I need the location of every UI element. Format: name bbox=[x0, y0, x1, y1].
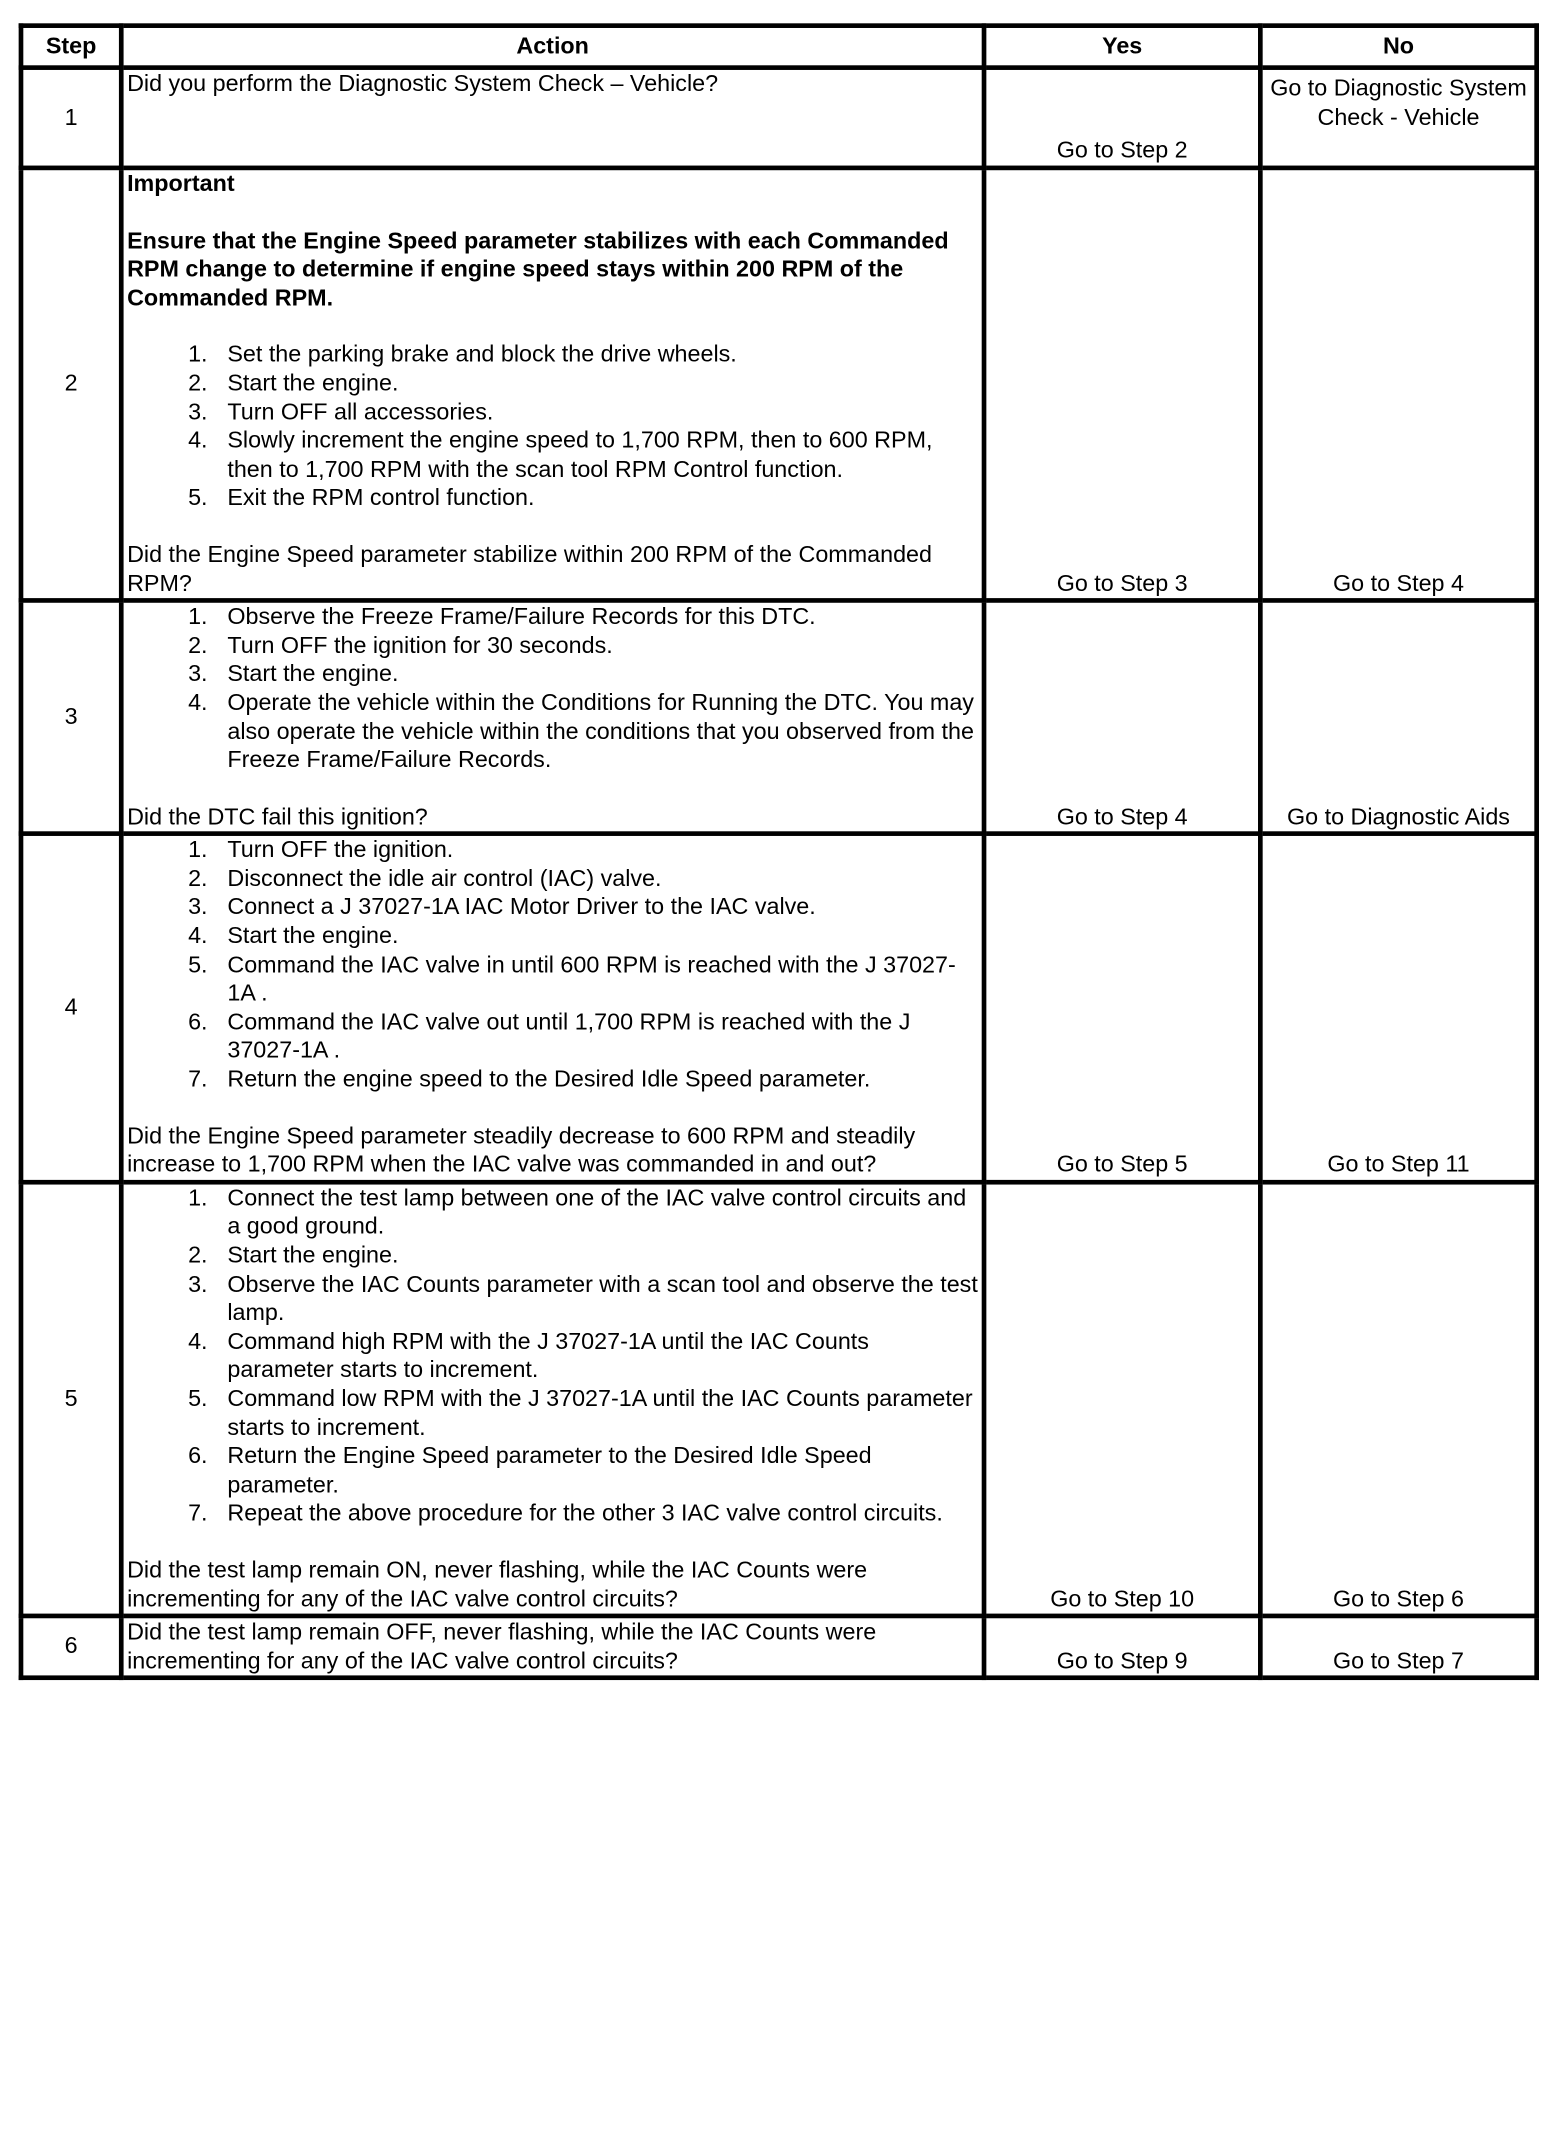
action-cell bbox=[121, 601, 984, 834]
procedure-list bbox=[127, 341, 978, 513]
list-item: 5. Exit the RPM control function. bbox=[188, 485, 535, 512]
list-item: 1. Connect the test lamp between one of the IAC valve control circuits and a good ground. bbox=[188, 1185, 967, 1240]
list-item: 5. Command low RPM with the J 37027-1A until the IAC Counts parameter starts to increment. bbox=[188, 1386, 973, 1441]
list-item: 3. Connect a J 37027-1A IAC Motor Driver to the IAC valve. bbox=[188, 894, 816, 921]
list-item: 2. Start the engine. bbox=[188, 1242, 399, 1269]
list-item: 5. Command the IAC valve in until 600 RPM is reached with the J 37027-1A . bbox=[188, 952, 956, 1007]
header-no: No bbox=[1260, 26, 1536, 68]
list-item: 3. Turn OFF all accessories. bbox=[188, 399, 494, 426]
important-label: Important bbox=[127, 171, 235, 198]
no-cell: Go to Step 11 bbox=[1260, 834, 1536, 1182]
question-text: Did the test lamp remain ON, never flashing, while the IAC Counts were incrementing for any of the IAC valve control circuits? bbox=[127, 1557, 868, 1612]
table-row bbox=[21, 168, 1537, 601]
yes-cell: Go to Step 4 bbox=[984, 601, 1260, 834]
step-number: 3 bbox=[21, 601, 121, 834]
list-item: 6. Command the IAC valve out until 1,700 RPM is reached with the J 37027-1A . bbox=[188, 1009, 911, 1064]
table-row bbox=[21, 68, 1537, 168]
header-yes: Yes bbox=[984, 26, 1260, 68]
question-text: Did the Engine Speed parameter stabilize within 200 RPM of the Commanded RPM? bbox=[127, 542, 933, 597]
list-item: 4. Operate the vehicle within the Conditions for Running the DTC. You may also operate the vehicle within the conditions that you observed from the Freeze Frame/Failure Records. bbox=[188, 690, 974, 774]
list-item: 4. Start the engine. bbox=[188, 923, 399, 950]
procedure-list bbox=[127, 1184, 978, 1528]
list-item: 7. Return the engine speed to the Desired Idle Speed parameter. bbox=[188, 1066, 871, 1093]
list-item: 2. Disconnect the idle air control (IAC) valve. bbox=[188, 866, 662, 892]
list-item: 4. Slowly increment the engine speed to 1,700 RPM, then to 600 RPM, then to 1,700 RPM with the scan tool RPM Control function. bbox=[188, 428, 933, 483]
no-cell: Go to Step 4 bbox=[1260, 168, 1536, 601]
table-row bbox=[21, 1182, 1537, 1616]
list-item: 6. Return the Engine Speed parameter to the Desired Idle Speed parameter. bbox=[188, 1443, 872, 1498]
no-cell: Go to Step 7 bbox=[1260, 1616, 1536, 1678]
header-action: Action bbox=[121, 26, 984, 68]
question-text: Did you perform the Diagnostic System Check – Vehicle? bbox=[127, 71, 719, 97]
list-item: 2. Start the engine. bbox=[188, 370, 399, 397]
important-text: Ensure that the Engine Speed parameter stabilizes with each Commanded RPM change to determine if engine speed stays within 200 RPM of the Commanded RPM. bbox=[127, 228, 949, 312]
yes-cell: Go to Step 5 bbox=[984, 834, 1260, 1182]
question-text: Did the Engine Speed parameter steadily decrease to 600 RPM and steadily increase to 1,700 RPM when the IAC valve was commanded in and out? bbox=[127, 1123, 916, 1178]
step-number: 1 bbox=[21, 68, 121, 168]
procedure-list bbox=[127, 836, 978, 1094]
procedure-list bbox=[127, 603, 978, 775]
header-step: Step bbox=[21, 26, 121, 68]
no-cell: Go to Step 6 bbox=[1260, 1182, 1536, 1616]
question-text: Did the DTC fail this ignition? bbox=[127, 804, 428, 830]
no-cell: Go to Diagnostic Aids bbox=[1260, 601, 1536, 834]
step-number: 2 bbox=[21, 168, 121, 601]
header-row bbox=[21, 26, 1537, 68]
step-number: 5 bbox=[21, 1182, 121, 1616]
yes-cell: Go to Step 9 bbox=[984, 1616, 1260, 1678]
list-item: 2. Turn OFF the ignition for 30 seconds. bbox=[188, 632, 613, 659]
step-number: 6 bbox=[21, 1616, 121, 1678]
table-row bbox=[21, 834, 1537, 1182]
list-item: 3. Observe the IAC Counts parameter with a scan tool and observe the test lamp. bbox=[188, 1271, 978, 1326]
yes-cell: Go to Step 2 bbox=[984, 68, 1260, 168]
list-item: 1. Set the parking brake and block the drive wheels. bbox=[188, 342, 737, 368]
action-cell bbox=[121, 1616, 984, 1678]
table-row bbox=[21, 601, 1537, 834]
list-item: 7. Repeat the above procedure for the other 3 IAC valve control circuits. bbox=[188, 1500, 943, 1527]
action-cell bbox=[121, 834, 984, 1182]
table-row bbox=[21, 1616, 1537, 1678]
no-cell: Go to Diagnostic System Check - Vehicle bbox=[1260, 68, 1536, 168]
list-item: 3. Start the engine. bbox=[188, 661, 399, 688]
action-cell bbox=[121, 1182, 984, 1616]
list-item: 1. Observe the Freeze Frame/Failure Records for this DTC. bbox=[188, 604, 816, 630]
step-number: 4 bbox=[21, 834, 121, 1182]
action-cell bbox=[121, 168, 984, 601]
action-cell bbox=[121, 68, 984, 168]
list-item: 1. Turn OFF the ignition. bbox=[188, 837, 454, 864]
diagnostic-table bbox=[19, 23, 1539, 1680]
yes-cell: Go to Step 10 bbox=[984, 1182, 1260, 1616]
yes-cell: Go to Step 3 bbox=[984, 168, 1260, 601]
question-text: Did the test lamp remain OFF, never flashing, while the IAC Counts were incrementing for any of the IAC valve control circuits? bbox=[127, 1619, 877, 1674]
list-item: 4. Command high RPM with the J 37027-1A until the IAC Counts parameter starts to increment. bbox=[188, 1328, 869, 1384]
